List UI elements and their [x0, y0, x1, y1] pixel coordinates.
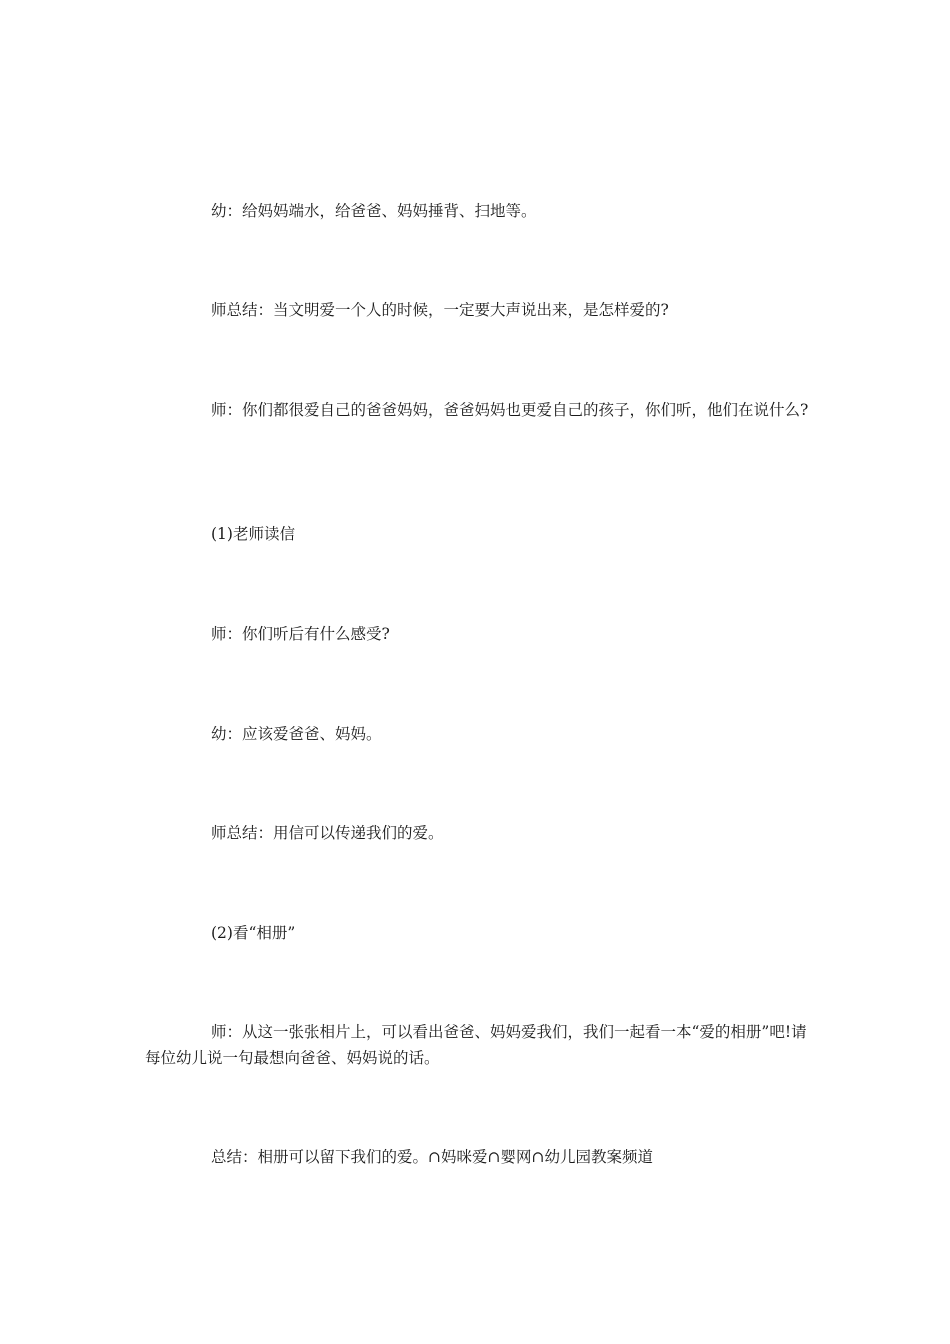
paragraph-teacher-summary-letter: 师总结：用信可以传递我们的爱。 [211, 824, 444, 842]
paragraph-child-answer-chores: 幼：给妈妈端水，给爸爸、妈妈捶背、扫地等。 [211, 202, 537, 220]
paragraph-teacher-feelings: 师：你们听后有什么感受? [211, 625, 390, 643]
paragraph-step-read-letter: (1)老师读信 [211, 525, 295, 543]
paragraph-step-album: (2)看“相册” [211, 924, 296, 942]
paragraph-teacher-summary-love: 师总结：当文明爱一个人的时候，一定要大声说出来，是怎样爱的? [211, 301, 669, 319]
paragraph-teacher-listen: 师：你们都很爱自己的爸爸妈妈，爸爸妈妈也更爱自己的孩子，你们听，他们在说什么? [211, 401, 809, 419]
paragraph-teacher-album: 师：从这一张张相片上，可以看出爸爸、妈妈爱我们，我们一起看一本“爱的相册”吧!请每位幼儿说一句最想向爸爸、妈妈说的话。 [145, 1023, 807, 1067]
paragraph-child-answer-love: 幼：应该爱爸爸、妈妈。 [211, 725, 382, 743]
paragraph-summary-album: 总结：相册可以留下我们的爱。∩妈咪爱∩婴网∩幼儿园教案频道 [211, 1148, 653, 1166]
